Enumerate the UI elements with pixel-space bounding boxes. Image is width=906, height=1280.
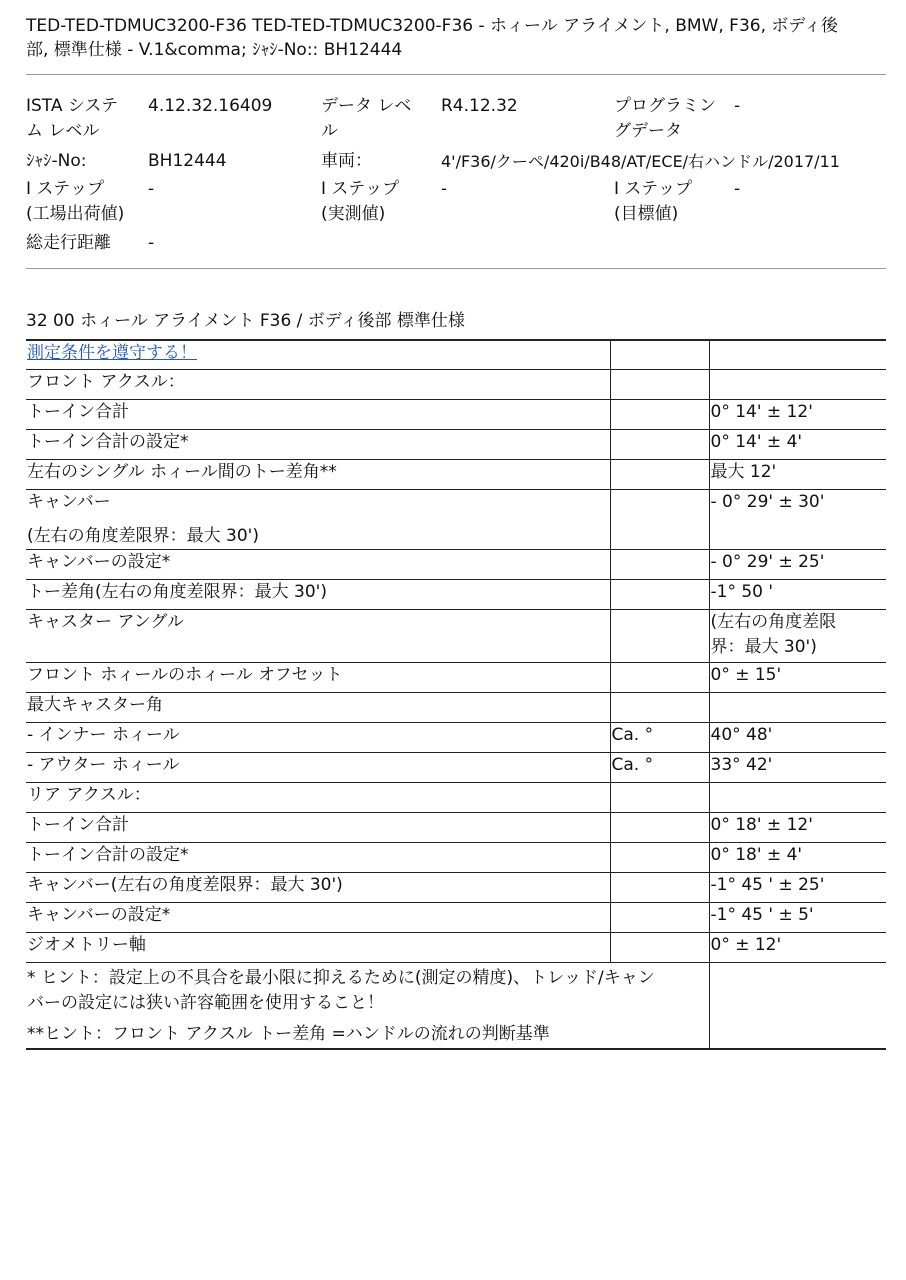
chassis-no-value: BH12444 [148,151,227,171]
row-value: 0° 14' ± 12' [709,399,886,429]
table-row [26,609,886,662]
row-value: -1° 45 ' ± 25' [709,872,886,902]
row-value: 0° 18' ± 4' [709,842,886,872]
row-value: 0° 14' ± 4' [709,429,886,459]
hint-2: **ヒント：フロント アクスル トー差角 =ハンドルの流れの判断基準 [27,1023,550,1044]
mileage-value: - [148,233,155,253]
row-label: ジオメトリー軸 [26,932,610,962]
ista-level-value: 4.12.32.16409 [148,96,273,116]
table-row [26,459,886,489]
programming-data-label: プログラミン グデータ [614,96,716,141]
i-step-factory-label: I ステップ (工場出荷値) [26,179,125,224]
table-row [26,782,886,812]
table-row [26,902,886,932]
measurement-conditions-link[interactable]: 測定条件を遵守する！ [27,343,197,363]
document-header [26,14,886,62]
row-unit [610,429,709,459]
row-unit [610,782,709,812]
row-label: キャンバーの設定* [26,549,610,579]
row-unit [610,932,709,962]
table-row [26,932,886,962]
table-row [26,752,886,782]
row-value [709,609,886,662]
row-label: - アウター ホィール [26,752,610,782]
row-unit [610,842,709,872]
table-row [26,340,886,369]
row-value [709,369,886,399]
table-row [26,399,886,429]
vehicle-value: 4'/F36/クーペ/420i/B48/AT/ECE/右ハンドル/2017/11 [441,152,840,171]
programming-data-value: - [734,96,741,116]
row-value: 0° ± 12' [709,932,886,962]
table-row [26,579,886,609]
row-label: キャンバー(左右の角度差限界：最大 30') [26,872,610,902]
row-unit [610,692,709,722]
alignment-spec-table [26,339,886,1050]
data-level-label: データ レベ ル [321,96,412,141]
row-label-line-2: (左右の角度差限界：最大 30') [27,525,259,546]
table-row [26,662,886,692]
row-value [709,692,886,722]
row-unit [610,902,709,932]
row-value: -1° 50 ' [709,579,886,609]
table-row [26,872,886,902]
table-row [26,489,886,549]
row-label: - インナー ホィール [26,722,610,752]
row-value: - 0° 29' ± 25' [709,549,886,579]
row-unit [610,662,709,692]
table-row [26,692,886,722]
row-value [709,782,886,812]
row-label: 左右のシングル ホィール間のトー差角** [26,459,610,489]
row-label: トーイン合計 [26,399,610,429]
row-value-line-1: (左右の角度差限 [710,611,837,632]
i-step-factory-value: - [148,179,155,199]
chassis-no-label: ｼｬｼ-No: [26,151,87,171]
row-unit: Ca. ° [610,722,709,752]
document-title-line-1: TED-TED-TDMUC3200-F36 TED-TED-TDMUC3200-F36 - ホィール アライメント, BMW, F36, ボディ後 [26,16,839,36]
row-value: 0° 18' ± 12' [709,812,886,842]
row-value: -1° 45 ' ± 5' [709,902,886,932]
ista-level-label: ISTA システ ム レベル [26,96,119,141]
mileage-label: 総走行距離 [26,233,111,253]
table-row [26,812,886,842]
hints-cell [26,962,709,1049]
row-value: 0° ± 15' [709,662,886,692]
table-row [26,369,886,399]
i-step-actual-label: I ステップ (実測値) [321,179,400,224]
row-unit [610,872,709,902]
row-unit [610,609,709,662]
row-unit [610,459,709,489]
row-label-line-1: キャンバー [27,491,111,512]
table-row [26,722,886,752]
row-label: トーイン合計 [26,812,610,842]
row-label: トーイン合計の設定* [26,429,610,459]
row-value: 40° 48' [709,722,886,752]
document-title-line-2: 部, 標準仕様 - V.1&comma; ｼｬｼ-No:: BH12444 [26,40,403,60]
row-unit [610,579,709,609]
row-value: 最大 12' [709,459,886,489]
row-value: 33° 42' [709,752,886,782]
row-label: 最大キャスター角 [26,692,610,722]
i-step-target-label: I ステップ (目標値) [614,179,693,224]
i-step-actual-value: - [441,179,448,199]
data-level-value: R4.12.32 [441,96,518,116]
hint-1-line-1: * ヒント：設定上の不具合を最小限に抑えるために(測定の精度)、トレッド/キャン [27,967,655,988]
meta-divider [26,268,886,269]
table-row [26,842,886,872]
row-label: トーイン合計の設定* [26,842,610,872]
row-label: トー差角(左右の角度差限界：最大 30') [26,579,610,609]
section-title: 32 00 ホィール アライメント F36 / ボディ後部 標準仕様 [26,311,465,331]
row-unit: Ca. ° [610,752,709,782]
row-unit [610,369,709,399]
hint-1-line-2: バーの設定には狭い許容範囲を使用すること！ [27,992,384,1013]
row-unit [610,812,709,842]
row-unit [610,549,709,579]
header-divider [26,74,886,75]
row-value: - 0° 29' ± 30' [709,489,886,549]
row-value-line-2: 界：最大 30') [710,636,817,657]
row-unit [610,399,709,429]
vehicle-label: 車両： [321,151,372,171]
row-label: キャンバーの設定* [26,902,610,932]
table-row-hints [26,962,886,1049]
table-row [26,549,886,579]
i-step-target-value: - [734,179,741,199]
row-label: リア アクスル： [26,782,610,812]
row-label: キャスター アングル [26,609,610,662]
table-row [26,429,886,459]
row-label: フロント ホィールのホィール オフセット [26,662,610,692]
row-unit [610,489,709,549]
row-label [26,489,610,549]
row-label: フロント アクスル： [26,369,610,399]
